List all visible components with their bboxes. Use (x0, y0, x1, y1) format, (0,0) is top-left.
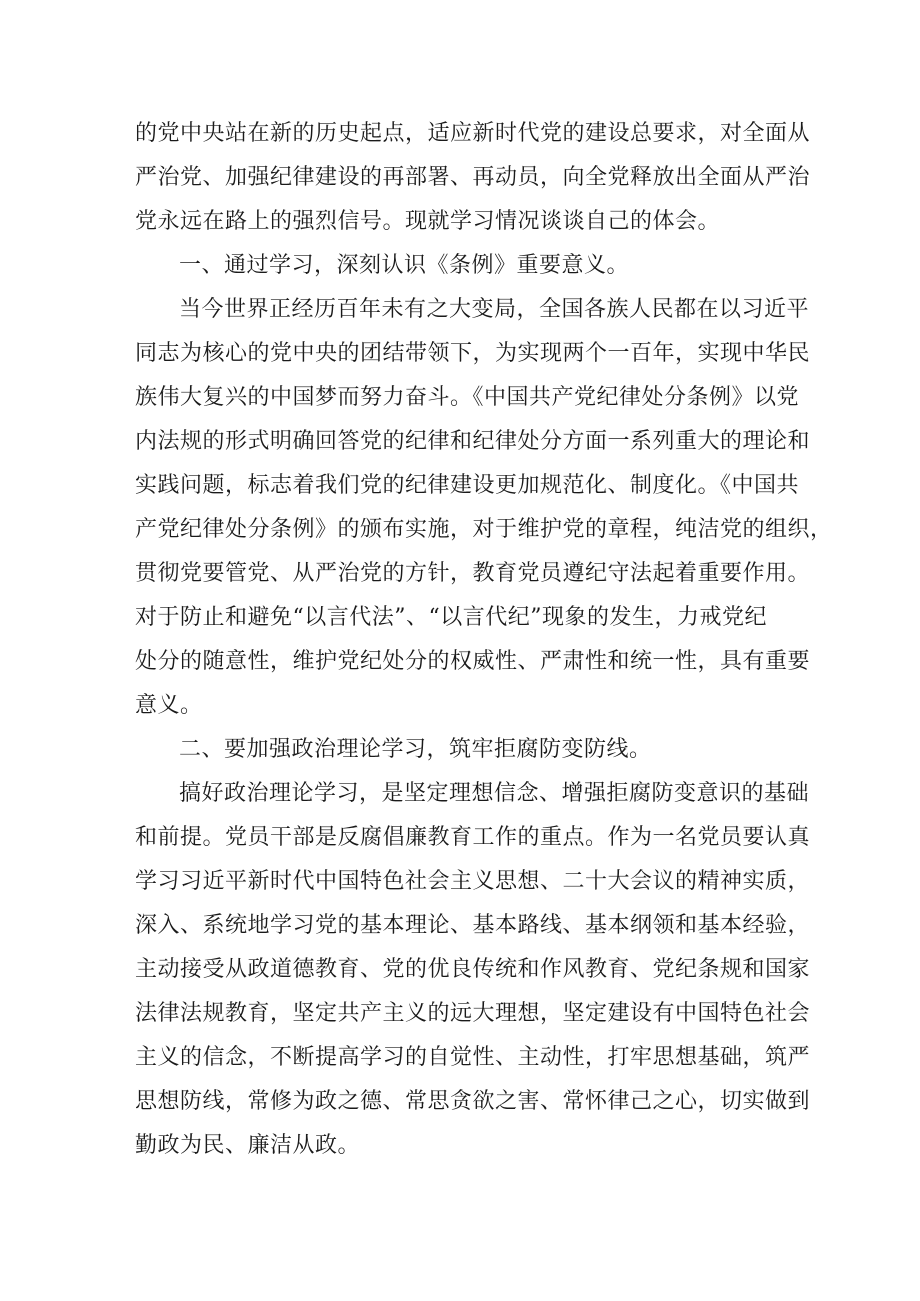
paragraph-1 (135, 112, 811, 244)
text-line: 产党纪律处分条例》的颁布实施，对于维护党的章程，纯洁党的组织， (135, 517, 833, 542)
text-line: 当今世界正经历百年未有之大变局，全国各族人民都在以习近平 (179, 297, 810, 322)
text-line: 的党中央站在新的历史起点，适应新时代党的建设总要求，对全面从 (135, 121, 811, 146)
text-line: 内法规的形式明确回答党的纪律和纪律处分方面一系列重大的理论和 (135, 429, 811, 454)
text-line: 法律法规教育，坚定共产主义的远大理想，坚定建设有中国特色社会 (135, 1001, 811, 1026)
text-line: 严治党、加强纪律建设的再部署、再动员，向全党释放出全面从严治 (135, 165, 811, 190)
document-body (135, 112, 833, 1168)
paragraph-3 (135, 772, 811, 1168)
text-line: 处分的随意性，维护党纪处分的权威性、严肃性和统一性，具有重要 (135, 649, 811, 674)
text-line: 主动接受从政道德教育、党的优良传统和作风教育、党纪条规和国家 (135, 957, 811, 982)
text-line: 思想防线，常修为政之德、常思贪欲之害、常怀律己之心，切实做到 (135, 1089, 811, 1114)
text-line: 同志为核心的党中央的团结带领下，为实现两个一百年，实现中华民 (135, 341, 811, 366)
text-line: 学习习近平新时代中国特色社会主义思想、二十大会议的精神实质， (135, 869, 811, 894)
text-line: 搞好政治理论学习，是坚定理想信念、增强拒腐防变意识的基础 (179, 781, 810, 806)
section-heading-2: 二、要加强政治理论学习，筑牢拒腐防变防线。 (179, 737, 652, 762)
text-line: 党永远在路上的强烈信号。现就学习情况谈谈自己的体会。 (135, 209, 721, 234)
paragraph-2 (135, 288, 833, 728)
text-line: 和前提。党员干部是反腐倡廉教育工作的重点。作为一名党员要认真 (135, 825, 811, 850)
text-line: 勤政为民、廉洁从政。 (135, 1133, 361, 1158)
text-line: 族伟大复兴的中国梦而努力奋斗。《中国共产党纪律处分条例》以党 (135, 385, 800, 410)
text-line: 深入、系统地学习党的基本理论、基本路线、基本纲领和基本经验， (135, 913, 811, 938)
text-line: 对于防止和避免“以言代法”、“以言代纪”现象的发生，力戒党纪 (135, 605, 767, 630)
text-line: 意义。 (135, 693, 203, 718)
text-line: 实践问题，标志着我们党的纪律建设更加规范化、制度化。《中国共 (135, 473, 800, 498)
section-heading-1: 一、通过学习，深刻认识《条例》重要意义。 (179, 253, 630, 278)
text-line: 贯彻党要管党、从严治党的方针，教育党员遵纪守法起着重要作用。 (135, 561, 811, 586)
text-line: 主义的信念，不断提高学习的自觉性、主动性，打牢思想基础，筑严 (135, 1045, 811, 1070)
